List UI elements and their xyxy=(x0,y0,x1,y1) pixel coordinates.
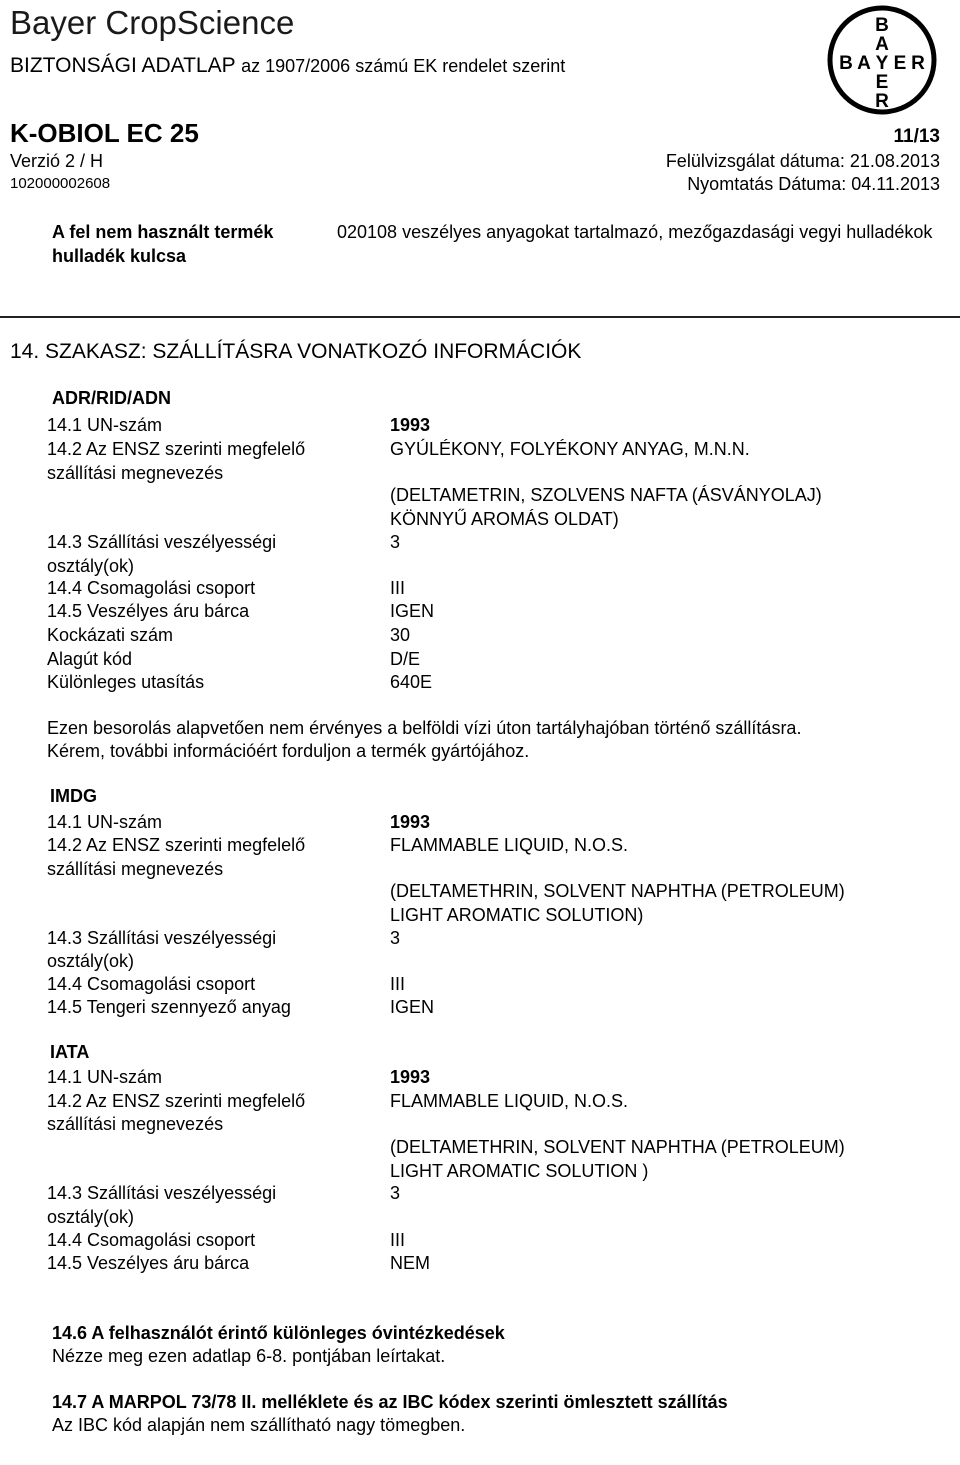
adr-name-value-2: (DELTAMETRIN, SZOLVENS NAFTA (ÁSVÁNYOLAJ) xyxy=(390,485,822,505)
iata-un-value: 1993 xyxy=(390,1067,431,1087)
logo-letter: Y xyxy=(875,53,889,74)
iata-pack-label: 14.4 Csomagolási csoport xyxy=(47,1230,256,1250)
s147-text: Az IBC kód alapján nem szállítható nagy tömegben. xyxy=(52,1415,466,1435)
brand-name: Bayer CropScience xyxy=(10,4,295,41)
iata-pack-value: III xyxy=(390,1230,406,1250)
iata-un-label: 14.1 UN-szám xyxy=(47,1067,163,1087)
bayer-logo-icon xyxy=(826,4,938,116)
adr-class-value: 3 xyxy=(390,532,401,552)
section-title: 14. SZAKASZ: SZÁLLÍTÁSRA VONATKOZÓ INFORMÁCIÓK xyxy=(10,340,582,363)
imdg-class-value: 3 xyxy=(390,928,401,948)
logo-letter: B xyxy=(839,53,853,74)
s147-heading: 14.7 A MARPOL 73/78 II. melléklete és az IBC kódex szerinti ömlesztett szállítás xyxy=(52,1392,728,1412)
imdg-un-value: 1993 xyxy=(390,812,431,832)
logo-letter: A xyxy=(857,53,871,74)
adr-name-value-3: KÖNNYŰ AROMÁS OLDAT) xyxy=(390,509,619,529)
subtitle-regulation: az 1907/2006 számú EK rendelet szerint xyxy=(241,56,566,76)
adr-label-label: 14.5 Veszélyes áru bárca xyxy=(47,601,250,621)
imdg-un-label: 14.1 UN-szám xyxy=(47,812,163,832)
iata-heading: IATA xyxy=(50,1042,90,1062)
subtitle-main: BIZTONSÁGI ADATLAP xyxy=(10,54,236,77)
iata-name-label: 14.2 Az ENSZ szerinti megfelelő xyxy=(47,1091,306,1111)
revision-date: Felülvizsgálat dátuma: 21.08.2013 xyxy=(665,151,940,171)
imdg-name-value-2: (DELTAMETHRIN, SOLVENT NAPHTHA (PETROLEUM) xyxy=(390,881,845,901)
document-code: 102000002608 xyxy=(10,175,111,192)
product-name: K-OBIOL EC 25 xyxy=(10,118,199,148)
logo-letter: B xyxy=(875,15,889,36)
adr-name-label-2: szállítási megnevezés xyxy=(47,463,224,483)
adr-pack-label: 14.4 Csomagolási csoport xyxy=(47,578,256,598)
print-date: Nyomtatás Dátuma: 04.11.2013 xyxy=(687,174,940,194)
adr-special-value: 640E xyxy=(390,672,433,692)
page-number: 11/13 xyxy=(893,126,940,147)
waste-key-value: 020108 veszélyes anyagokat tartalmazó, mezőgazdasági vegyi hulladékok xyxy=(337,222,933,242)
iata-name-value: FLAMMABLE LIQUID, N.O.S. xyxy=(390,1091,629,1111)
adr-hazard-value: 30 xyxy=(390,625,411,645)
iata-name-value-2: (DELTAMETHRIN, SOLVENT NAPHTHA (PETROLEUM) xyxy=(390,1137,845,1157)
iata-class-label: 14.3 Szállítási veszélyességi xyxy=(47,1183,277,1203)
adr-name-label: 14.2 Az ENSZ szerinti megfelelő xyxy=(47,439,306,459)
adr-special-label: Különleges utasítás xyxy=(47,672,205,692)
imdg-marine-value: IGEN xyxy=(390,997,435,1017)
adr-tunnel-value: D/E xyxy=(390,649,421,669)
adr-note: Ezen besorolás alapvetően nem érvényes a belföldi vízi úton tartályhajóban történő szállításra. xyxy=(47,718,802,738)
adr-class-label-2: osztály(ok) xyxy=(47,556,135,576)
iata-label-value: NEM xyxy=(390,1253,430,1273)
document-subtitle xyxy=(10,54,565,78)
logo-letter: E xyxy=(875,72,889,93)
imdg-name-value: FLAMMABLE LIQUID, N.O.S. xyxy=(390,835,629,855)
s146-text: Nézze meg ezen adatlap 6-8. pontjában leírtakat. xyxy=(52,1346,446,1366)
imdg-marine-label: 14.5 Tengeri szennyező anyag xyxy=(47,997,291,1017)
adr-tunnel-label: Alagút kód xyxy=(47,649,133,669)
adr-class-label: 14.3 Szállítási veszélyességi xyxy=(47,532,277,552)
iata-name-value-3: LIGHT AROMATIC SOLUTION ) xyxy=(390,1161,649,1181)
logo-letter: R xyxy=(911,53,925,74)
imdg-name-value-3: LIGHT AROMATIC SOLUTION) xyxy=(390,905,644,925)
imdg-pack-value: III xyxy=(390,974,406,994)
iata-label-label: 14.5 Veszélyes áru bárca xyxy=(47,1253,250,1273)
iata-class-label-2: osztály(ok) xyxy=(47,1207,135,1227)
adr-hazard-label: Kockázati szám xyxy=(47,625,174,645)
logo-letter: A xyxy=(875,34,889,55)
imdg-pack-label: 14.4 Csomagolási csoport xyxy=(47,974,256,994)
waste-key-label: A fel nem használt termék hulladék kulcsa xyxy=(52,222,274,266)
iata-name-label-2: szállítási megnevezés xyxy=(47,1114,224,1134)
adr-pack-value: III xyxy=(390,578,406,598)
adr-note-2: Kérem, további információért forduljon a termék gyártójához. xyxy=(47,741,530,761)
section-divider xyxy=(0,316,960,318)
adr-name-value: GYÚLÉKONY, FOLYÉKONY ANYAG, M.N.N. xyxy=(390,439,750,459)
adr-un-label: 14.1 UN-szám xyxy=(47,415,163,435)
iata-class-value: 3 xyxy=(390,1183,401,1203)
imdg-class-label: 14.3 Szállítási veszélyességi xyxy=(47,928,277,948)
imdg-name-label: 14.2 Az ENSZ szerinti megfelelő xyxy=(47,835,306,855)
imdg-heading: IMDG xyxy=(50,786,97,806)
logo-letter: R xyxy=(875,91,889,112)
adr-un-value: 1993 xyxy=(390,415,431,435)
logo-letter: E xyxy=(893,53,907,74)
adr-heading: ADR/RID/ADN xyxy=(52,388,171,408)
imdg-name-label-2: szállítási megnevezés xyxy=(47,859,224,879)
s146-heading: 14.6 A felhasználót érintő különleges óvintézkedések xyxy=(52,1323,505,1343)
imdg-class-label-2: osztály(ok) xyxy=(47,951,135,971)
adr-label-value: IGEN xyxy=(390,601,435,621)
version: Verzió 2 / H xyxy=(10,151,104,171)
